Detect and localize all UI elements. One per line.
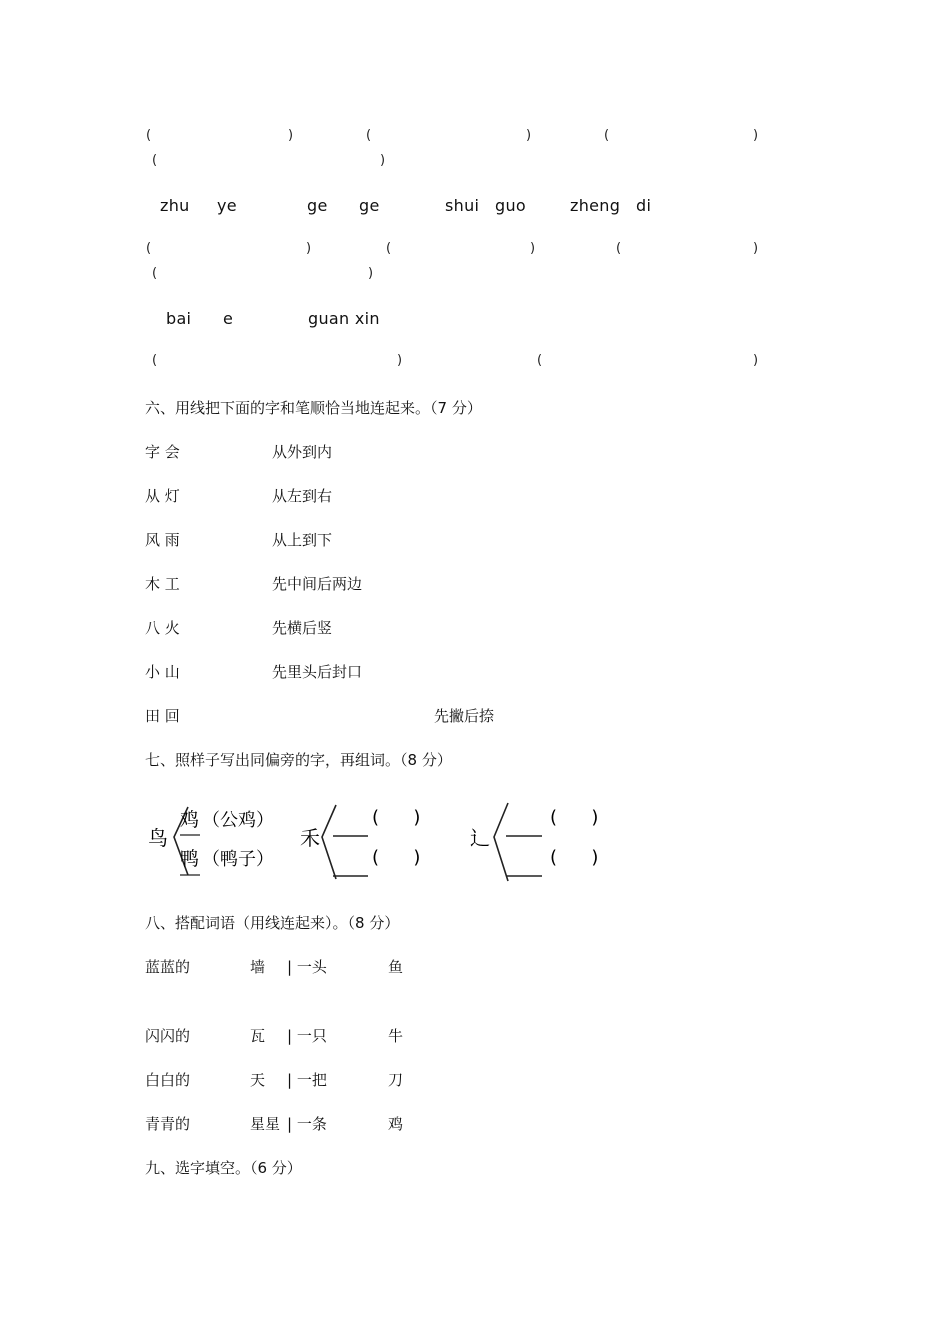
paren-close: ) [753,128,759,143]
paren-close: ) [288,128,294,143]
example-word-1: （公鸡） [202,810,274,831]
pinyin-syllable: bai [166,309,192,328]
radical-char: 辶 [470,826,490,850]
measure-word: | 一头 [287,958,327,976]
adjective: 白白的 [145,1071,191,1089]
section-6-title: 六、用线把下面的字和笔顺恰当地连起来。（7 分） [145,399,482,417]
example-char-1: 鸡 [180,809,200,831]
paren-open: ( [146,128,152,143]
paren-close: ) [753,241,759,256]
pinyin-syllable: ye [217,196,237,215]
stroke-order-rule: 先横后竖 [272,619,333,637]
blank-paren: ( ) [550,807,599,828]
paren-close: ) [368,266,374,281]
noun: 刀 [388,1071,404,1089]
adjective: 蓝蓝的 [145,958,191,976]
radical-exercise-figure [140,795,620,895]
char-pair: 木 工 [145,575,180,593]
paren-open: ( [152,353,158,368]
paren-open: ( [152,153,158,168]
pinyin-syllable: ge [359,196,380,215]
noun: 鱼 [388,958,404,976]
pinyin-syllable: guo [495,196,526,215]
stroke-order-rule: 先撇后捺 [434,707,495,725]
exercise-group-2 [300,805,420,879]
noun: 瓦 [250,1027,266,1045]
paren-open: ( [604,128,610,143]
section-9-title: 九、选字填空。（6 分） [145,1159,302,1177]
adjective: 青青的 [145,1115,191,1133]
paren-close: ) [397,353,403,368]
example-char-2: 鸭 [180,848,200,870]
section-8-title: 八、搭配词语（用线连起来）。（8 分） [145,914,400,932]
pinyin-syllable: guan xin [308,309,380,328]
paren-open: ( [537,353,543,368]
measure-word: | 一条 [287,1115,327,1133]
pinyin-syllable: zhu [160,196,190,215]
noun: 天 [250,1071,266,1089]
paren-close: ) [530,241,536,256]
pinyin-syllable: shui [445,196,480,215]
paren-open: ( [152,266,158,281]
noun: 牛 [388,1027,404,1045]
stroke-order-rule: 从左到右 [272,487,333,505]
pinyin-syllable: di [636,196,652,215]
measure-word: | 一把 [287,1071,327,1089]
paren-open: ( [386,241,392,256]
paren-open: ( [366,128,372,143]
noun: 墙 [250,958,266,976]
section-7-title: 七、照样子写出同偏旁的字，再组词。（8 分） [145,751,452,769]
char-pair: 从 灯 [145,487,180,505]
blank-paren: ( ) [372,847,421,868]
stroke-order-rule: 先里头后封口 [272,663,363,681]
exercise-group-3 [470,803,598,881]
pinyin-syllable: zheng [570,196,621,215]
blank-paren: ( ) [372,807,421,828]
stroke-order-rule: 从外到内 [272,443,333,461]
pinyin-syllable: e [223,309,234,328]
paren-close: ) [306,241,312,256]
stroke-order-rule: 先中间后两边 [272,575,363,593]
blank-paren: ( ) [550,847,599,868]
pinyin-syllable: ge [307,196,328,215]
char-pair: 风 雨 [145,531,180,549]
brace-line [322,805,336,879]
example-group [148,807,274,875]
paren-close: ) [526,128,532,143]
radical-char: 禾 [300,826,320,850]
char-pair: 字 会 [145,443,180,461]
adjective: 闪闪的 [145,1027,191,1045]
radical-char: 鸟 [148,826,168,850]
noun: 星星 [250,1115,281,1133]
char-pair: 小 山 [145,663,180,681]
paren-open: ( [616,241,622,256]
paren-close: ) [753,353,759,368]
example-word-2: （鸭子） [202,849,274,870]
paren-open: ( [146,241,152,256]
brace-line [494,803,508,881]
char-pair: 田 回 [145,707,180,725]
paren-close: ) [380,153,386,168]
measure-word: | 一只 [287,1027,327,1045]
char-pair: 八 火 [145,619,180,637]
noun: 鸡 [388,1115,404,1133]
stroke-order-rule: 从上到下 [272,531,333,549]
